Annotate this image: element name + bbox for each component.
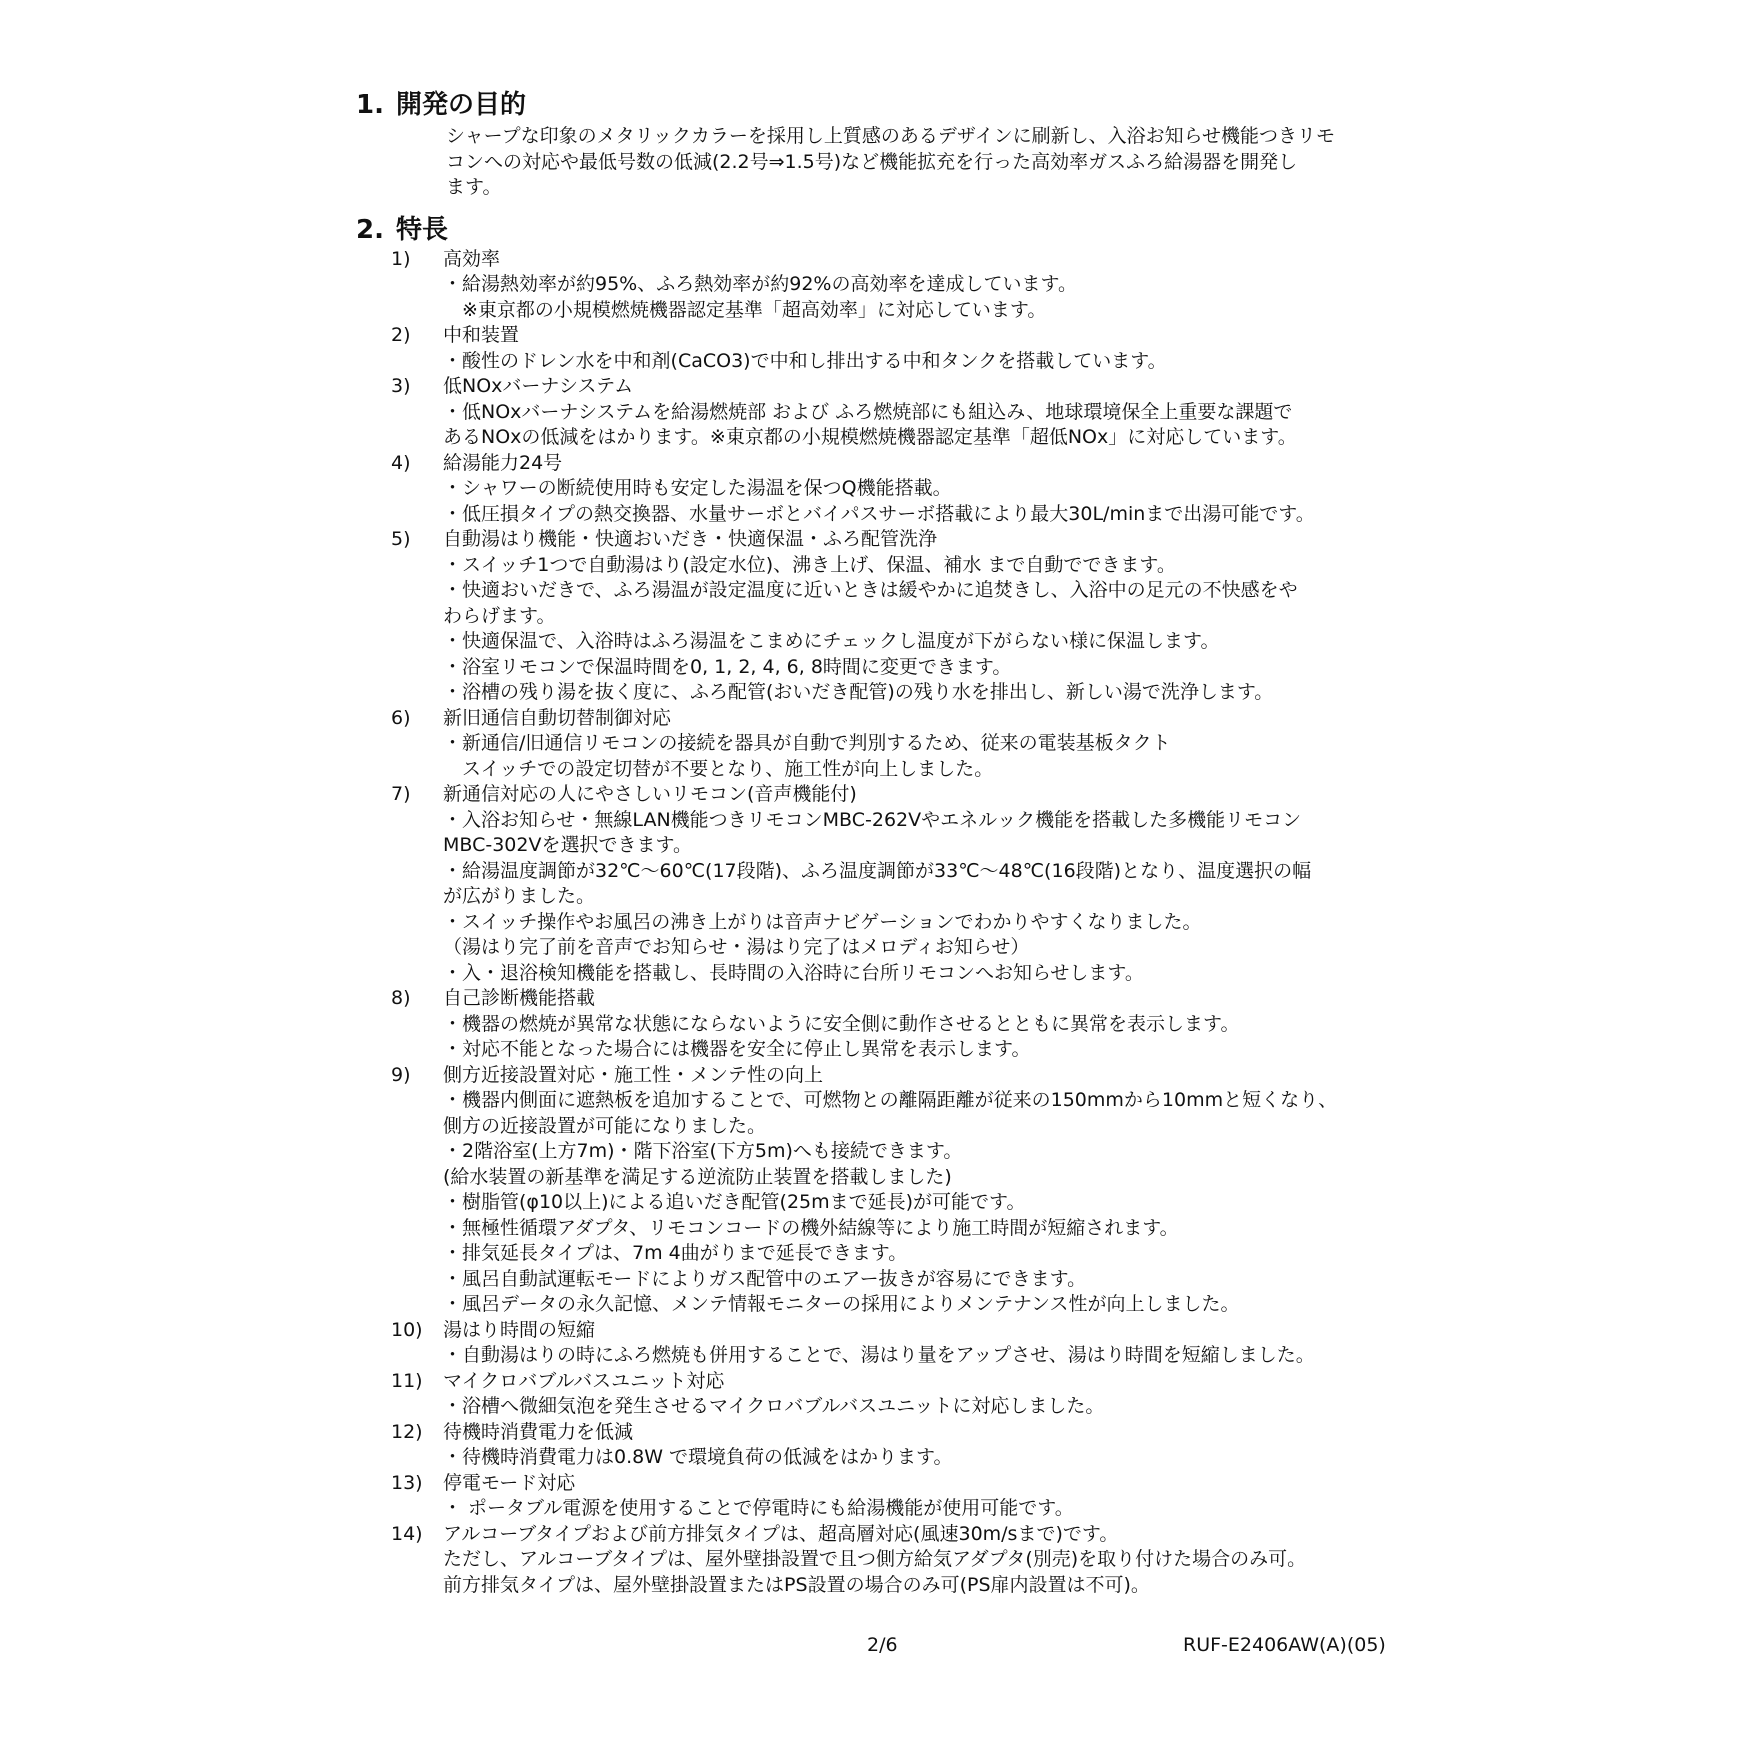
feature-item-line: ・対応不能となった場合には機器を安全に停止し異常を表示します。	[443, 1038, 1031, 1060]
feature-item-line: ・浴槽へ微細気泡を発生させるマイクロバブルバスユニットに対応しました。	[443, 1395, 1105, 1417]
feature-item-header	[356, 1420, 1436, 1446]
feature-item-line: ・自動湯はりの時にふろ燃焼も併用することで、湯はり量をアップさせ、湯はり時間を短縮しました。	[443, 1344, 1315, 1366]
section-2-title	[356, 213, 1436, 247]
feature-item-line: (給水装置の新基準を満足する逆流防止装置を搭載しました)	[443, 1165, 952, 1188]
feature-item-body	[443, 1445, 1436, 1471]
model-code: RUF-E2406AW(A)(05)	[1183, 1634, 1386, 1656]
feature-item-header	[356, 1369, 1436, 1395]
feature-item-line: ・入・退浴検知機能を搭載し、長時間の入浴時に台所リモコンへお知らせします。	[443, 961, 1144, 984]
feature-item-title: マイクロバブルバスユニット対応	[443, 1369, 725, 1392]
feature-item-line: ※東京都の小規模燃焼機器認定基準「超高効率」に対応しています。	[443, 298, 1047, 321]
feature-item-header	[356, 451, 1436, 477]
feature-item-body	[443, 272, 1436, 323]
feature-item-header	[356, 247, 1436, 273]
feature-item-number: 1)	[391, 247, 411, 270]
feature-item-number: 2)	[391, 324, 411, 346]
feature-item	[356, 374, 1436, 451]
feature-item	[356, 986, 1436, 1063]
feature-item-line: （湯はり完了前を音声でお知らせ・湯はり完了はメロディお知らせ）	[443, 936, 1030, 958]
feature-item-title: 側方近接設置対応・施工性・メンテ性の向上	[443, 1063, 824, 1086]
feature-item-number: 6)	[391, 706, 411, 729]
feature-item-header	[356, 527, 1436, 553]
feature-item-number: 13)	[391, 1471, 423, 1494]
feature-item-line: ・機器の燃焼が異常な状態にならないように安全側に動作させるとともに異常を表示します。	[443, 1012, 1240, 1035]
feature-item-header	[356, 986, 1436, 1012]
feature-item-body	[443, 1496, 1436, 1522]
feature-item	[356, 782, 1436, 986]
feature-item-header	[356, 1063, 1436, 1089]
page-number: 2/6	[867, 1634, 898, 1656]
feature-item-line: スイッチでの設定切替が不要となり、施工性が向上しました。	[443, 757, 994, 780]
feature-item-line: MBC-302Vを選択できます。	[443, 834, 692, 856]
feature-item	[356, 247, 1436, 324]
feature-item-body	[443, 1343, 1436, 1369]
feature-item-line: ・浴室リモコンで保温時間を0, 1, 2, 4, 6, 8時間に変更できます。	[443, 655, 1012, 678]
feature-item-line: ・快適保温で、入浴時はふろ湯温をこまめにチェックし温度が下がらない様に保温します。	[443, 630, 1220, 652]
feature-item-header	[356, 706, 1436, 732]
feature-item	[356, 1318, 1436, 1369]
feature-item-line: ・機器内側面に遮熱板を追加することで、可燃物との離隔距離が従来の150mmから10mmと短くなり、	[443, 1089, 1338, 1111]
feature-item-title: 自己診断機能搭載	[443, 987, 596, 1009]
feature-item-line: 側方の近接設置が可能になりました。	[443, 1114, 767, 1137]
feature-item-number: 10)	[391, 1318, 423, 1341]
feature-item-body	[443, 731, 1436, 782]
feature-item-title: 待機時消費電力を低減	[443, 1420, 634, 1443]
feature-item-line: ・風呂自動試運転モードによりガス配管中のエアー抜きが容易にできます。	[443, 1267, 1087, 1290]
section-1-title	[356, 88, 1436, 122]
feature-item-title: 停電モード対応	[443, 1471, 576, 1494]
feature-item-line: ・低NOxバーナシステムを給湯燃焼部 および ふろ燃焼部にも組込み、地球環境保全上重要な課題で	[443, 400, 1293, 423]
feature-item-line: ・給湯温度調節が32℃～60℃(17段階)、ふろ温度調節が33℃～48℃(16段階)となり、温度選択の幅	[443, 859, 1312, 882]
section-1-body	[446, 124, 1436, 201]
feature-item-number: 3)	[391, 375, 411, 397]
feature-item-title: 低NOxバーナシステム	[443, 375, 634, 397]
feature-item-line: ・低圧損タイプの熱交換器、水量サーボとバイパスサーボ搭載により最大30L/minまで出湯可能です。	[443, 502, 1315, 525]
feature-item-line: ・浴槽の残り湯を抜く度に、ふろ配管(おいだき配管)の残り水を排出し、新しい湯で洗浄します。	[443, 681, 1274, 703]
section-heading: 開発の目的	[395, 90, 526, 120]
feature-list	[356, 247, 1436, 1599]
feature-item-header	[356, 1318, 1436, 1344]
feature-item-body	[443, 1012, 1436, 1063]
feature-item-line: ・新通信/旧通信リモコンの接続を器具が自動で判別するため、従来の電装基板タクト	[443, 732, 1171, 754]
feature-item-number: 8)	[391, 987, 411, 1009]
feature-item-line: ・待機時消費電力は0.8W で環境負荷の低減をはかります。	[443, 1446, 953, 1468]
feature-item-line: 前方排気タイプは、屋外壁掛設置またはPS設置の場合のみ可(PS扉内設置は不可)。	[443, 1573, 1150, 1596]
feature-item	[356, 451, 1436, 528]
paragraph-line: ます。	[446, 176, 502, 198]
feature-item-line: ・ ポータブル電源を使用することで停電時にも給湯機能が使用可能です。	[443, 1497, 1074, 1519]
feature-item-line: ・2階浴室(上方7m)・階下浴室(下方5m)へも接続できます。	[443, 1140, 963, 1162]
feature-item	[356, 1369, 1436, 1420]
section-number: 2.	[356, 214, 384, 245]
feature-item	[356, 527, 1436, 706]
feature-item-number: 14)	[391, 1522, 423, 1545]
feature-item-line: あるNOxの低減をはかります。※東京都の小規模燃焼機器認定基準「超低NOx」に対応しています。	[443, 426, 1297, 448]
feature-item	[356, 1522, 1436, 1599]
feature-item-body	[443, 553, 1436, 706]
feature-item-body	[443, 1394, 1436, 1420]
feature-item-line: ・風呂データの永久記憶、メンテ情報モニターの採用によりメンテナンス性が向上しました。	[443, 1293, 1240, 1315]
feature-item-title: 高効率	[443, 247, 501, 270]
feature-item-number: 4)	[391, 451, 411, 474]
section-heading: 特長	[395, 214, 448, 245]
paragraph-line: シャープな印象のメタリックカラーを採用し上質感のあるデザインに刷新し、入浴お知らせ機能つきリモ	[446, 125, 1336, 147]
feature-item-body	[443, 476, 1436, 527]
feature-item-line: ・樹脂管(φ10以上)による追いだき配管(25mまで延長)が可能です。	[443, 1191, 1026, 1213]
feature-item-header	[356, 782, 1436, 808]
feature-item	[356, 1063, 1436, 1318]
feature-item-line: が広がりました。	[443, 885, 596, 907]
feature-item-header	[356, 1471, 1436, 1497]
feature-item-number: 7)	[391, 783, 411, 805]
feature-item-body	[443, 400, 1436, 451]
feature-item-title: 自動湯はり機能・快適おいだき・快適保温・ふろ配管洗浄	[443, 528, 938, 550]
feature-item-line: わらげます。	[443, 604, 556, 627]
feature-item-body	[443, 1088, 1436, 1318]
feature-item-number: 9)	[391, 1063, 411, 1086]
feature-item-number: 12)	[391, 1420, 423, 1443]
feature-item-title: 新通信対応の人にやさしいリモコン(音声機能付)	[443, 783, 857, 805]
feature-item-line: ・シャワーの断続使用時も安定した湯温を保つQ機能搭載。	[443, 477, 952, 499]
feature-item	[356, 323, 1436, 374]
feature-item-line: ・スイッチ操作やお風呂の沸き上がりは音声ナビゲーションでわかりやすくなりました。	[443, 910, 1202, 933]
feature-item-title: 湯はり時間の短縮	[443, 1318, 596, 1341]
feature-item-line: ・快適おいだきで、ふろ湯温が設定温度に近いときは緩やかに追焚きし、入浴中の足元の不快感をや	[443, 579, 1298, 601]
feature-item-line: ・排気延長タイプは、7m 4曲がりまで延長できます。	[443, 1242, 908, 1264]
section-number: 1.	[356, 90, 384, 120]
feature-item-line: ・酸性のドレン水を中和剤(CaCO3)で中和し排出する中和タンクを搭載しています。	[443, 349, 1167, 372]
feature-item-line: ・入浴お知らせ・無線LAN機能つきリモコンMBC-262Vやエネルック機能を搭載した多機能リモコン	[443, 808, 1302, 831]
feature-item-line: ただし、アルコーブタイプは、屋外壁掛設置で且つ側方給気アダプタ(別売)を取り付けた場合のみ可。	[443, 1548, 1307, 1570]
paragraph-line: コンへの対応や最低号数の低減(2.2号⇒1.5号)など機能拡充を行った高効率ガスふろ給湯器を開発し	[446, 150, 1298, 173]
feature-item-title: 中和装置	[443, 324, 520, 346]
feature-item-header	[356, 374, 1436, 400]
feature-item	[356, 1420, 1436, 1471]
feature-item-body	[443, 1547, 1436, 1598]
feature-item-header	[356, 1522, 1436, 1548]
feature-item-number: 11)	[391, 1369, 423, 1392]
feature-item-line: ・スイッチ1つで自動湯はり(設定水位)、沸き上げ、保温、補水 まで自動でできます。	[443, 553, 1176, 576]
feature-item-title: 給湯能力24号	[443, 451, 563, 474]
feature-item-header	[356, 323, 1436, 349]
feature-item-title: アルコーブタイプおよび前方排気タイプは、超高層対応(風速30m/sまで)です。	[443, 1522, 1119, 1545]
feature-item-body	[443, 349, 1436, 375]
feature-item-body	[443, 808, 1436, 987]
feature-item	[356, 706, 1436, 783]
feature-item-title: 新旧通信自動切替制御対応	[443, 706, 672, 729]
feature-item-line: ・無極性循環アダプタ、リモコンコードの機外結線等により施工時間が短縮されます。	[443, 1216, 1179, 1239]
feature-item-line: ・給湯熱効率が約95%、ふろ熱効率が約92%の高効率を達成しています。	[443, 273, 1077, 295]
feature-item-number: 5)	[391, 528, 411, 550]
document-content	[356, 88, 1436, 1598]
feature-item	[356, 1471, 1436, 1522]
